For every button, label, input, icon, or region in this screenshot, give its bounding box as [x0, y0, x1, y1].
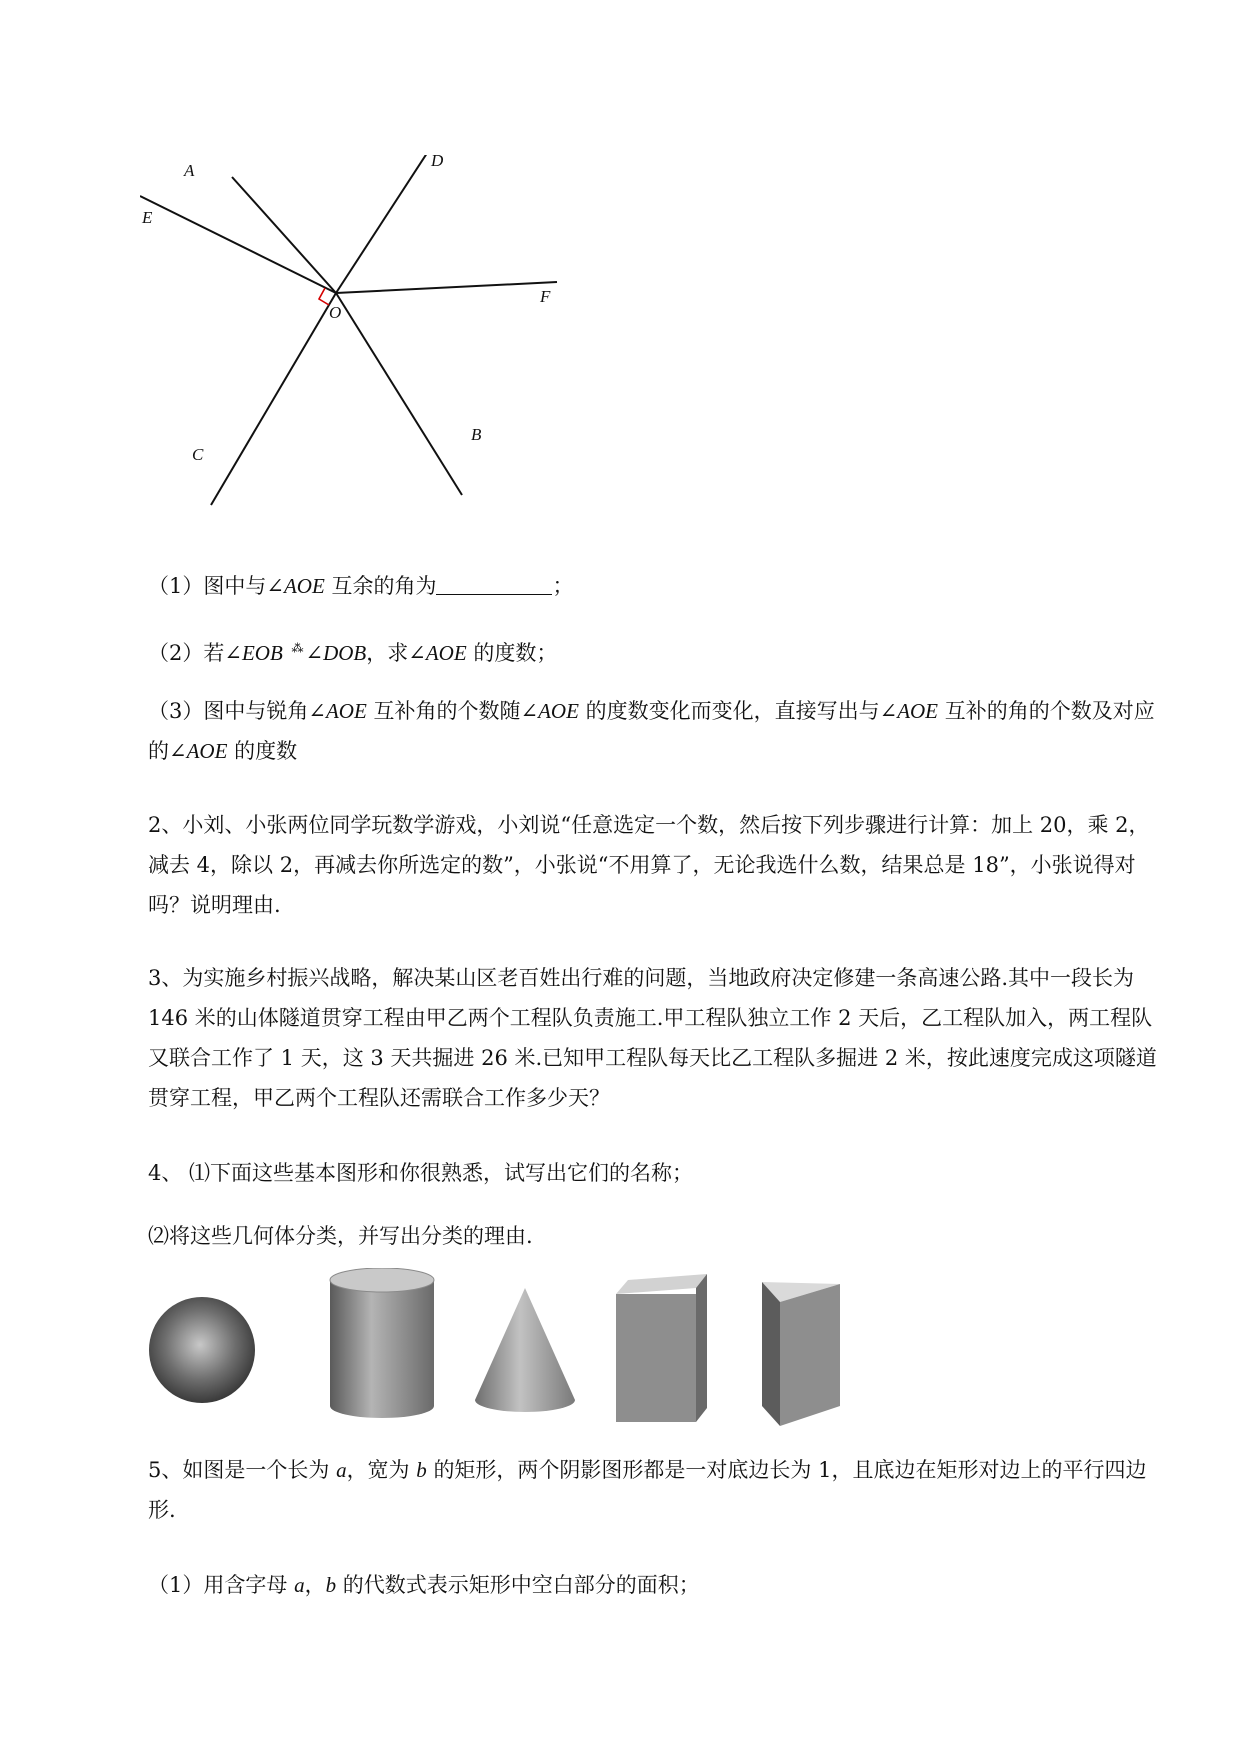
label-f: F — [540, 287, 551, 306]
right-angle-mark — [319, 288, 329, 305]
cone-solid — [475, 1288, 575, 1412]
q1-part2: （2）若∠EOB ⁂∠DOB，求∠AOE 的度数； — [148, 641, 558, 665]
question-2: 2、小刘、小张两位同学玩数学游戏，小刘说“任意选定一个数，然后按下列步骤进行计算：加上 20，乘 2，减去 4，除以 2，再减去你所选定的数”，小张说“不用算了，无论我选什么数，结果总是 18”，小张说得对吗？说明理由. — [148, 813, 1150, 917]
label-a: A — [184, 161, 195, 180]
solids-figure — [140, 1268, 960, 1438]
label-e: E — [142, 208, 153, 227]
triangular-prism-solid — [762, 1282, 840, 1426]
label-o: O — [329, 303, 342, 322]
q1-part3: （3）图中与锐角∠AOE 互补角的个数随∠AOE 的度数变化而变化，直接写出与∠AOE 互补的角的个数及对应的∠AOE 的度数 — [148, 699, 1155, 763]
question-5: 5、如图是一个长为 a，宽为 b 的矩形，两个阴影图形都是一对底边长为 1，且底边在矩形对边上的平行四边形. — [148, 1458, 1147, 1522]
ray-of — [336, 282, 557, 293]
q5-part1: （1）用含字母 a，b 的代数式表示矩形中空白部分的面积； — [148, 1573, 700, 1597]
ray-ob — [336, 293, 462, 495]
ray-oc — [211, 293, 336, 505]
label-b: B — [471, 425, 482, 444]
label-c: C — [192, 445, 204, 464]
ray-oe — [140, 196, 336, 293]
angle-figure — [140, 155, 570, 525]
q1-part1: （1）图中与∠AOE 互余的角为 ； — [148, 574, 574, 598]
question-3: 3、为实施乡村振兴战略，解决某山区老百姓出行难的问题，当地政府决定修建一条高速公路.其中一段长为 146 米的山体隧道贯穿工程由甲乙两个工程队负责施工.甲工程队独立工作 2 天后，乙工程队加入，两工程队又联合工作了 1 天，这 3 天共掘进 26 米.已知甲工程队每天比乙工程队多掘进 2 米，按此速度完成这项隧道贯穿工程，甲乙两个工程队还需联合工作多少天？ — [148, 966, 1157, 1110]
question-4-line2: ⑵将这些几何体分类，并写出分类的理由. — [148, 1224, 533, 1248]
ray-oa — [232, 177, 336, 293]
question-4-line1: 4、 ⑴下面这些基本图形和你很熟悉，试写出它们的名称； — [148, 1161, 694, 1185]
label-d: D — [431, 155, 444, 170]
answer-blank[interactable] — [436, 572, 552, 595]
cuboid-solid — [616, 1274, 707, 1422]
ray-od — [336, 155, 431, 293]
cylinder-solid — [330, 1268, 434, 1418]
sphere-solid — [149, 1297, 255, 1403]
